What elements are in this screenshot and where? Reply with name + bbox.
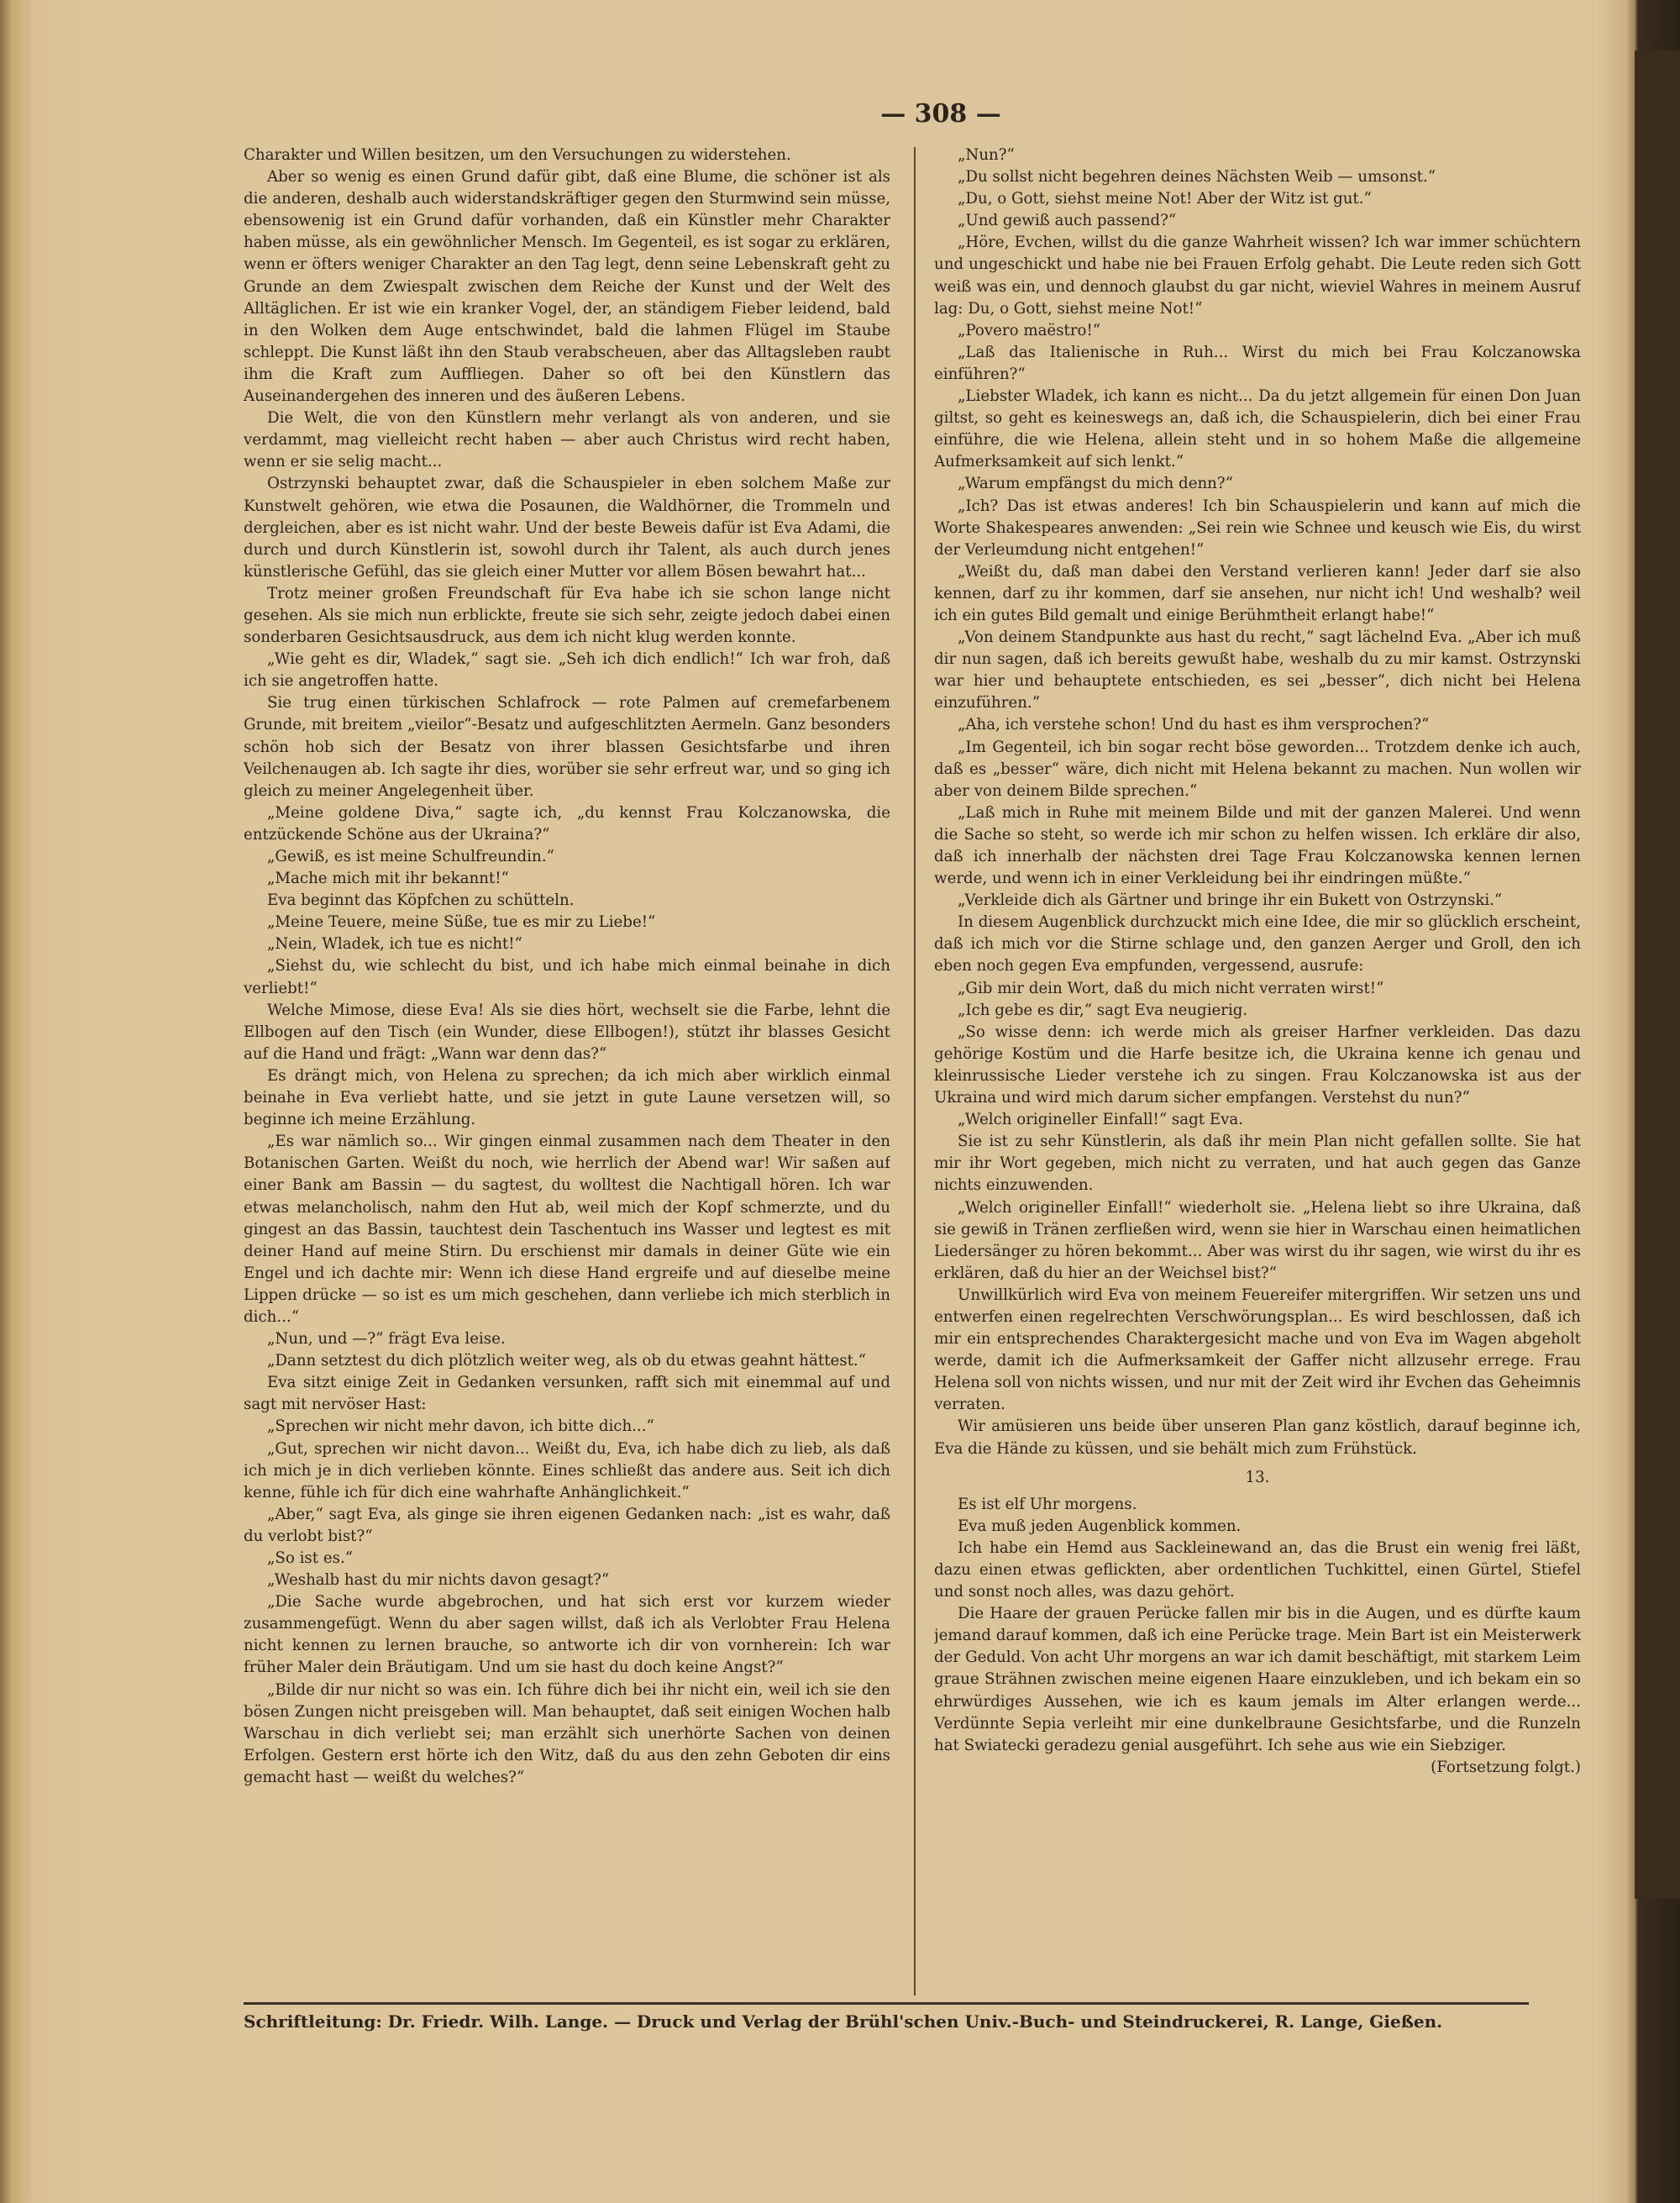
paragraph: „Und gewiß auch passend?“ [958,212,1177,230]
paragraph: „Ich? Das ist etwas anderes! Ich bin Schauspielerin und kann auf mich die Worte Shakespeares anwenden: „Sei rein wie Schnee und keusch wie Eis, du wirst der Verleumdung nicht entgehen!“ [934,497,1581,559]
paragraph: Ostrzynski behauptet zwar, daß die Schauspieler in eben solchem Maße zur Kunstwelt gehören, wie etwa die Posaunen, die Waldhörner, die Trommeln und dergleichen, aber es ist nicht wahr. Und der beste Beweis dafür ist Eva Adami, die durch und durch Künstlerin ist, sowohl durch ihr Talent, als auch durch jenes künstlerische Gefühl, das sie gleich einer Mutter vor allem Bösen bewahrt hat... [244,475,890,581]
paragraph: „Weißt du, daß man dabei den Verstand verlieren kann! Jeder darf sie also kennen, darf zu ihr kommen, darf sie ansehen, nur nicht ich! Und weshalb? weil ich ein gutes Bild gemalt und einige Berühmtheit erlangt habe!“ [934,562,1581,624]
paragraph: „Weshalb hast du mir nichts davon gesagt?“ [267,1571,610,1590]
paragraph: „Wie geht es dir, Wladek,“ sagt sie. „Seh ich dich endlich!“ Ich war froh, daß ich sie angetroffen hatte. [244,650,890,691]
paragraph: Aber so wenig es einen Grund dafür gibt, daß eine Blume, die schöner ist als die anderen, deshalb auch widerstandskräftiger gegen den Sturmwind sein müsse, ebensowenig ist ein Grund dafür vorhanden, daß ein Künstler mehr Charakter haben müsse, als ein gewöhnlicher Mensch. Im Gegenteil, es ist sogar zu erklären, wenn er öfters weniger Charakter an den Tag legt, denn seine Lebenskraft geht zu Grunde an dem Zwiespalt zwischen dem Reiche der Kunst und der Welt des Alltäglichen. Er ist wie ein kranker Vogel, der, an ständigem Fieber leidend, bald in den Wolken dem Auge entschwindet, bald die lahmen Flügel im Staube schleppt. Die Kunst läßt ihn den Staub verabscheuen, aber das Alltagsleben raubt ihm die Kraft zum Auffliegen. Daher so oft bei den Künstlern das Auseinandergehen des inneren und des äußeren Lebens. [244,168,890,406]
paragraph: „Meine Teuere, meine Süße, tue es mir zu Liebe!“ [267,913,656,932]
paragraph: „Höre, Evchen, willst du die ganze Wahrheit wissen? Ich war immer schüchtern und ungeschickt und habe nie bei Frauen Erfolg gehabt. Die Leute reden sich Gott weiß was ein, und dennoch glaubst du gar nicht, wieviel Wahres in meinem Ausruf lag: Du, o Gott, siehst meine Not!“ [934,234,1581,318]
paragraph: „Liebster Wladek, ich kann es nicht... Da du jetzt allgemein für einen Don Juan giltst, so geht es keineswegs an, daß ich, die Schauspielerin, dich bei einer Frau einführe, die wie Helena, allein steht und in so hohem Maße die allgemeine Aufmerksamkeit auf sich lenkt.“ [934,387,1581,471]
paragraph: Eva beginnt das Köpfchen zu schütteln. [267,891,575,910]
paragraph: „Sprechen wir nicht mehr davon, ich bitte dich...“ [267,1417,654,1436]
paragraph: Eva muß jeden Augenblick kommen. [958,1517,1242,1535]
paragraph: „Bilde dir nur nicht so was ein. Ich führe dich bei ihr nicht ein, weil ich sie den bösen Zungen nicht preisgeben will. Man behauptet, daß seit einigen Wochen halb Warschau in dich verliebt sei; man erzählt sich unerhörte Sachen von deinen Erfolgen. Gestern erst hörte ich den Witz, daß du aus den zehn Geboten dir eins gemacht hast — weißt du welches?“ [244,1680,890,1786]
paragraph: „Dann setztest du dich plötzlich weiter weg, als ob du etwas geahnt hättest.“ [267,1352,866,1370]
paragraph: „So ist es.“ [267,1549,354,1567]
paragraph: „Laß das Italienische in Ruh... Wirst du mich bei Frau Kolczanowska einführen?“ [934,343,1581,383]
paragraph: Sie trug einen türkischen Schlafrock — rote Palmen auf cremefarbenem Grunde, mit breitem „vieilor“-Besatz und aufgeschlitzten Aermeln. Ganz besonders schön hob sich der Besatz von ihrer blassen Gesichtsfarbe und ihren Veilchenaugen ab. Ich sagte ihr dies, worüber sie sehr erfreut war, und so ging ich gleich zu meiner Angelegenheit über. [244,694,890,800]
right-column [934,145,1581,2001]
paragraph: „Warum empfängst du mich denn?“ [958,475,1233,493]
paragraph: „Aha, ich verstehe schon! Und du hast es ihm versprochen?“ [958,716,1430,734]
binding-edge [1635,50,1680,1899]
section-number: 13. [1245,1468,1270,1486]
paragraph: „Gewiß, es ist meine Schulfreundin.“ [267,848,554,865]
paragraph: „So wisse denn: ich werde mich als greiser Harfner verkleiden. Das dazu gehörige Kostüm und die Harfe besitze ich, die Ukraina kenne ich genau und kleinrussische Lieder verstehe ich zu singen. Frau Kolczanowska ist aus der Ukraina und wird mich darum sicher empfangen. Verstehst du nun?“ [934,1023,1581,1107]
paragraph: „Nein, Wladek, ich tue es nicht!“ [267,935,522,954]
paragraph: „Mache mich mit ihr bekannt!“ [267,870,509,888]
paragraph: „Nun, und —?“ frägt Eva leise. [267,1330,506,1349]
paragraph: Charakter und Willen besitzen, um den Versuchungen zu widerstehen. [244,146,791,164]
paragraph: „Du sollst nicht begehren deines Nächsten Weib — umsonst.“ [958,168,1436,187]
paragraph: Wir amüsieren uns beide über unseren Plan ganz köstlich, darauf beginne ich, Eva die Hände zu küssen, und sie behält mich zum Frühstück. [934,1417,1581,1458]
paragraph: In diesem Augenblick durchzuckt mich eine Idee, die mir so glücklich erscheint, daß ich mich vor die Stirne schlage und, den ganzen Aerger und Groll, den ich eben noch gegen Eva empfunden, vergessend, ausrufe: [934,913,1581,975]
paragraph: „Povero maëstro!“ [958,321,1101,339]
paragraph: Die Haare der grauen Perücke fallen mir bis in die Augen, und es dürfte kaum jemand darauf kommen, daß ich eine Perücke trage. Mein Bart ist ein Meisterwerk der Geduld. Von acht Uhr morgens an war ich damit beschäftigt, mit starkem Leim graue Strähnen zwischen meine eigenen Haare einzukleben, und ich bekam ein so ehrwürdiges Aussehen, wie ich es kaum jemals im Alter erlangen werde... Verdünnte Sepia verleiht mir eine dunkelbraune Gesichtsfarbe, und die Runzeln hat Swiatecki geradezu genial ausgeführt. Ich sehe aus wie ein Siebziger. [934,1605,1581,1754]
page-number: — 308 — [880,99,1001,129]
right-column-chapter-text [934,1494,1581,1757]
paragraph: Welche Mimose, diese Eva! Als sie dies hört, wechselt sie die Farbe, lehnt die Ellbogen auf den Tisch (ein Wunder, diese Ellbogen!), stützt ihr blasses Gesicht auf die Hand und frägt: „Wann war denn das?“ [244,1001,890,1063]
footer-divider [244,2002,1529,2005]
paragraph: „Laß mich in Ruhe mit meinem Bilde und mit der ganzen Malerei. Und wenn die Sache so steht, so werde ich mir schon zu helfen wissen. Ich erkläre dir also, daß ich innerhalb der nächsten drei Tage Frau Kolczanowska kennen lernen werde, und wenn ich in einer Verkleidung bei ihr eindringen müßte.“ [934,803,1581,888]
paragraph: „Gut, sprechen wir nicht davon... Weißt du, Eva, ich habe dich zu lieb, als daß ich mich je in dich verlieben könnte. Eines schließt das andere aus. Seit ich dich kenne, fühle ich für dich eine wahrhafte Anhänglichkeit.“ [244,1439,890,1501]
paragraph: „Du, o Gott, siehst meine Not! Aber der Witz ist gut.“ [958,190,1372,208]
paragraph: Ich habe ein Hemd aus Sackleinewand an, das die Brust ein wenig frei läßt, dazu einen etwas geflickten, aber ordentlichen Tuchkittel, einen Gürtel, Stiefel und sonst noch alles, was dazu gehört. [934,1538,1581,1601]
paragraph: Unwillkürlich wird Eva von meinem Feuereifer mitergriffen. Wir setzen uns und entwerfen einen regelrechten Verschwörungsplan... Es wird beschlossen, daß ich mir ein entsprechendes Charaktergesicht mache und von Eva im Wagen abgeholt werde, damit ich die Aufmerksamkeit der Gaffer nicht allzusehr errege. Frau Helena soll von nichts wissen, und nur mit der Zeit wird ihr Evchen das Geheimnis verraten. [934,1286,1581,1414]
paragraph: „Welch origineller Einfall!“ sagt Eva. [958,1111,1244,1129]
paragraph: Eva sitzt einige Zeit in Gedanken versunken, rafft sich mit einemmal auf und sagt mit nervöser Hast: [244,1374,890,1414]
paragraph: Es drängt mich, von Helena zu sprechen; da ich mich aber wirklich einmal beinahe in Eva verliebt hatte, und sie jetzt in gute Laune versetzen will, so beginne ich meine Erzählung. [244,1066,890,1129]
left-column [244,145,890,2001]
paragraph: Die Welt, die von den Künstlern mehr verlangt als von anderen, und sie verdammt, mag vielleicht recht haben — aber auch Christus wird recht haben, wenn er sie selig macht... [244,409,890,471]
paragraph: „Gib mir dein Wort, daß du mich nicht verraten wirst!“ [958,979,1384,997]
paragraph: „Von deinem Standpunkte aus hast du recht,“ sagt lächelnd Eva. „Aber ich muß dir nun sagen, daß ich bereits gewußt habe, weshalb du zu mir kamst. Ostrzynski war hier und behauptete entschieden, es sei „besser“, dich nicht bei Helena einzuführen.“ [934,628,1581,712]
paragraph: „Verkleide dich als Gärtner und bringe ihr ein Bukett von Ostrzynski.“ [958,891,1503,910]
imprint-footer: Schriftleitung: Dr. Friedr. Wilh. Lange. — Druck und Verlag der Brühl'schen Univ.-Buch- und Steindruckerei, R. Lange, Gießen. [244,2011,1443,2032]
paragraph: Sie ist zu sehr Künstlerin, als daß ihr mein Plan nicht gefallen sollte. Sie hat mir ihr Wort gegeben, mich nicht zu verraten, und hat auch gegen das Ganze nichts einzuwenden. [934,1133,1581,1195]
right-column-text [934,145,1581,1460]
paragraph: „Meine goldene Diva,“ sagte ich, „du kennst Frau Kolczanowska, die entzückende Schöne aus der Ukraina?“ [244,803,890,844]
paragraph: „Die Sache wurde abgebrochen, und hat sich erst vor kurzem wieder zusammengefügt. Wenn du aber sagen willst, daß ich als Verlobter Frau Helena nicht kennen zu lernen brauche, so antworte ich dir von vornherein: Ich war früher Maler dein Bräutigam. Und um sie hast du doch keine Angst?“ [244,1593,890,1677]
paragraph: „Siehst du, wie schlecht du bist, und ich habe mich einmal beinahe in dich verliebt!“ [244,957,890,997]
continuation-note: (Fortsetzung folgt.) [1431,1758,1581,1776]
paragraph: Es ist elf Uhr morgens. [958,1495,1137,1513]
column-divider [914,147,916,1995]
paragraph: „Ich gebe es dir,“ sagt Eva neugierig. [958,1001,1248,1019]
paragraph: „Es war nämlich so... Wir gingen einmal zusammen nach dem Theater in den Botanischen Garten. Weißt du noch, wie herrlich der Abend war! Wir saßen auf einer Bank am Bassin — du sagtest, du wolltest die Nachtigall hören. Ich war etwas melancholisch, nahm den Hut ab, weil mich der Kopf schmerzte, und du gingest an das Bassin, tauchtest dein Taschentuch ins Wasser und legtest es mit deiner Hand auf meine Stirn. Du erschienst mir damals in deiner Güte wie ein Engel und ich dachte mir: Wenn ich diese Hand ergreife und auf dieselbe meine Lippen drücke — so ist es um mich geschehen, dann verliebe ich mich sterblich in dich...“ [244,1133,890,1326]
paragraph: „Aber,“ sagt Eva, als ginge sie ihren eigenen Gedanken nach: „ist es wahr, daß du verlobt bist?“ [244,1505,890,1545]
paragraph: „Welch origineller Einfall!“ wiederholt sie. „Helena liebt so ihre Ukraina, daß sie gewiß in Tränen zerfließen wird, wenn sie hier in Warschau einen heimatlichen Liedersänger zu hören bekommt... Aber was wirst du ihr sagen, wie wirst du ihr es erklären, daß du hier an der Weichsel bist?“ [934,1198,1581,1282]
paragraph: „Im Gegenteil, ich bin sogar recht böse geworden... Trotzdem denke ich auch, daß es „besser“ wäre, dich nicht mit Helena bekannt zu machen. Nun wollen wir aber von deinem Bilde sprechen.“ [934,738,1581,800]
paragraph: „Nun?“ [958,146,1015,164]
paragraph: Trotz meiner großen Freundschaft für Eva habe ich sie schon lange nicht gesehen. Als sie mich nun erblickte, freute sie sich sehr, zeigte jedoch dabei einen sonderbaren Gesichtsausdruck, aus dem ich nicht klug werden konnte. [244,584,890,647]
